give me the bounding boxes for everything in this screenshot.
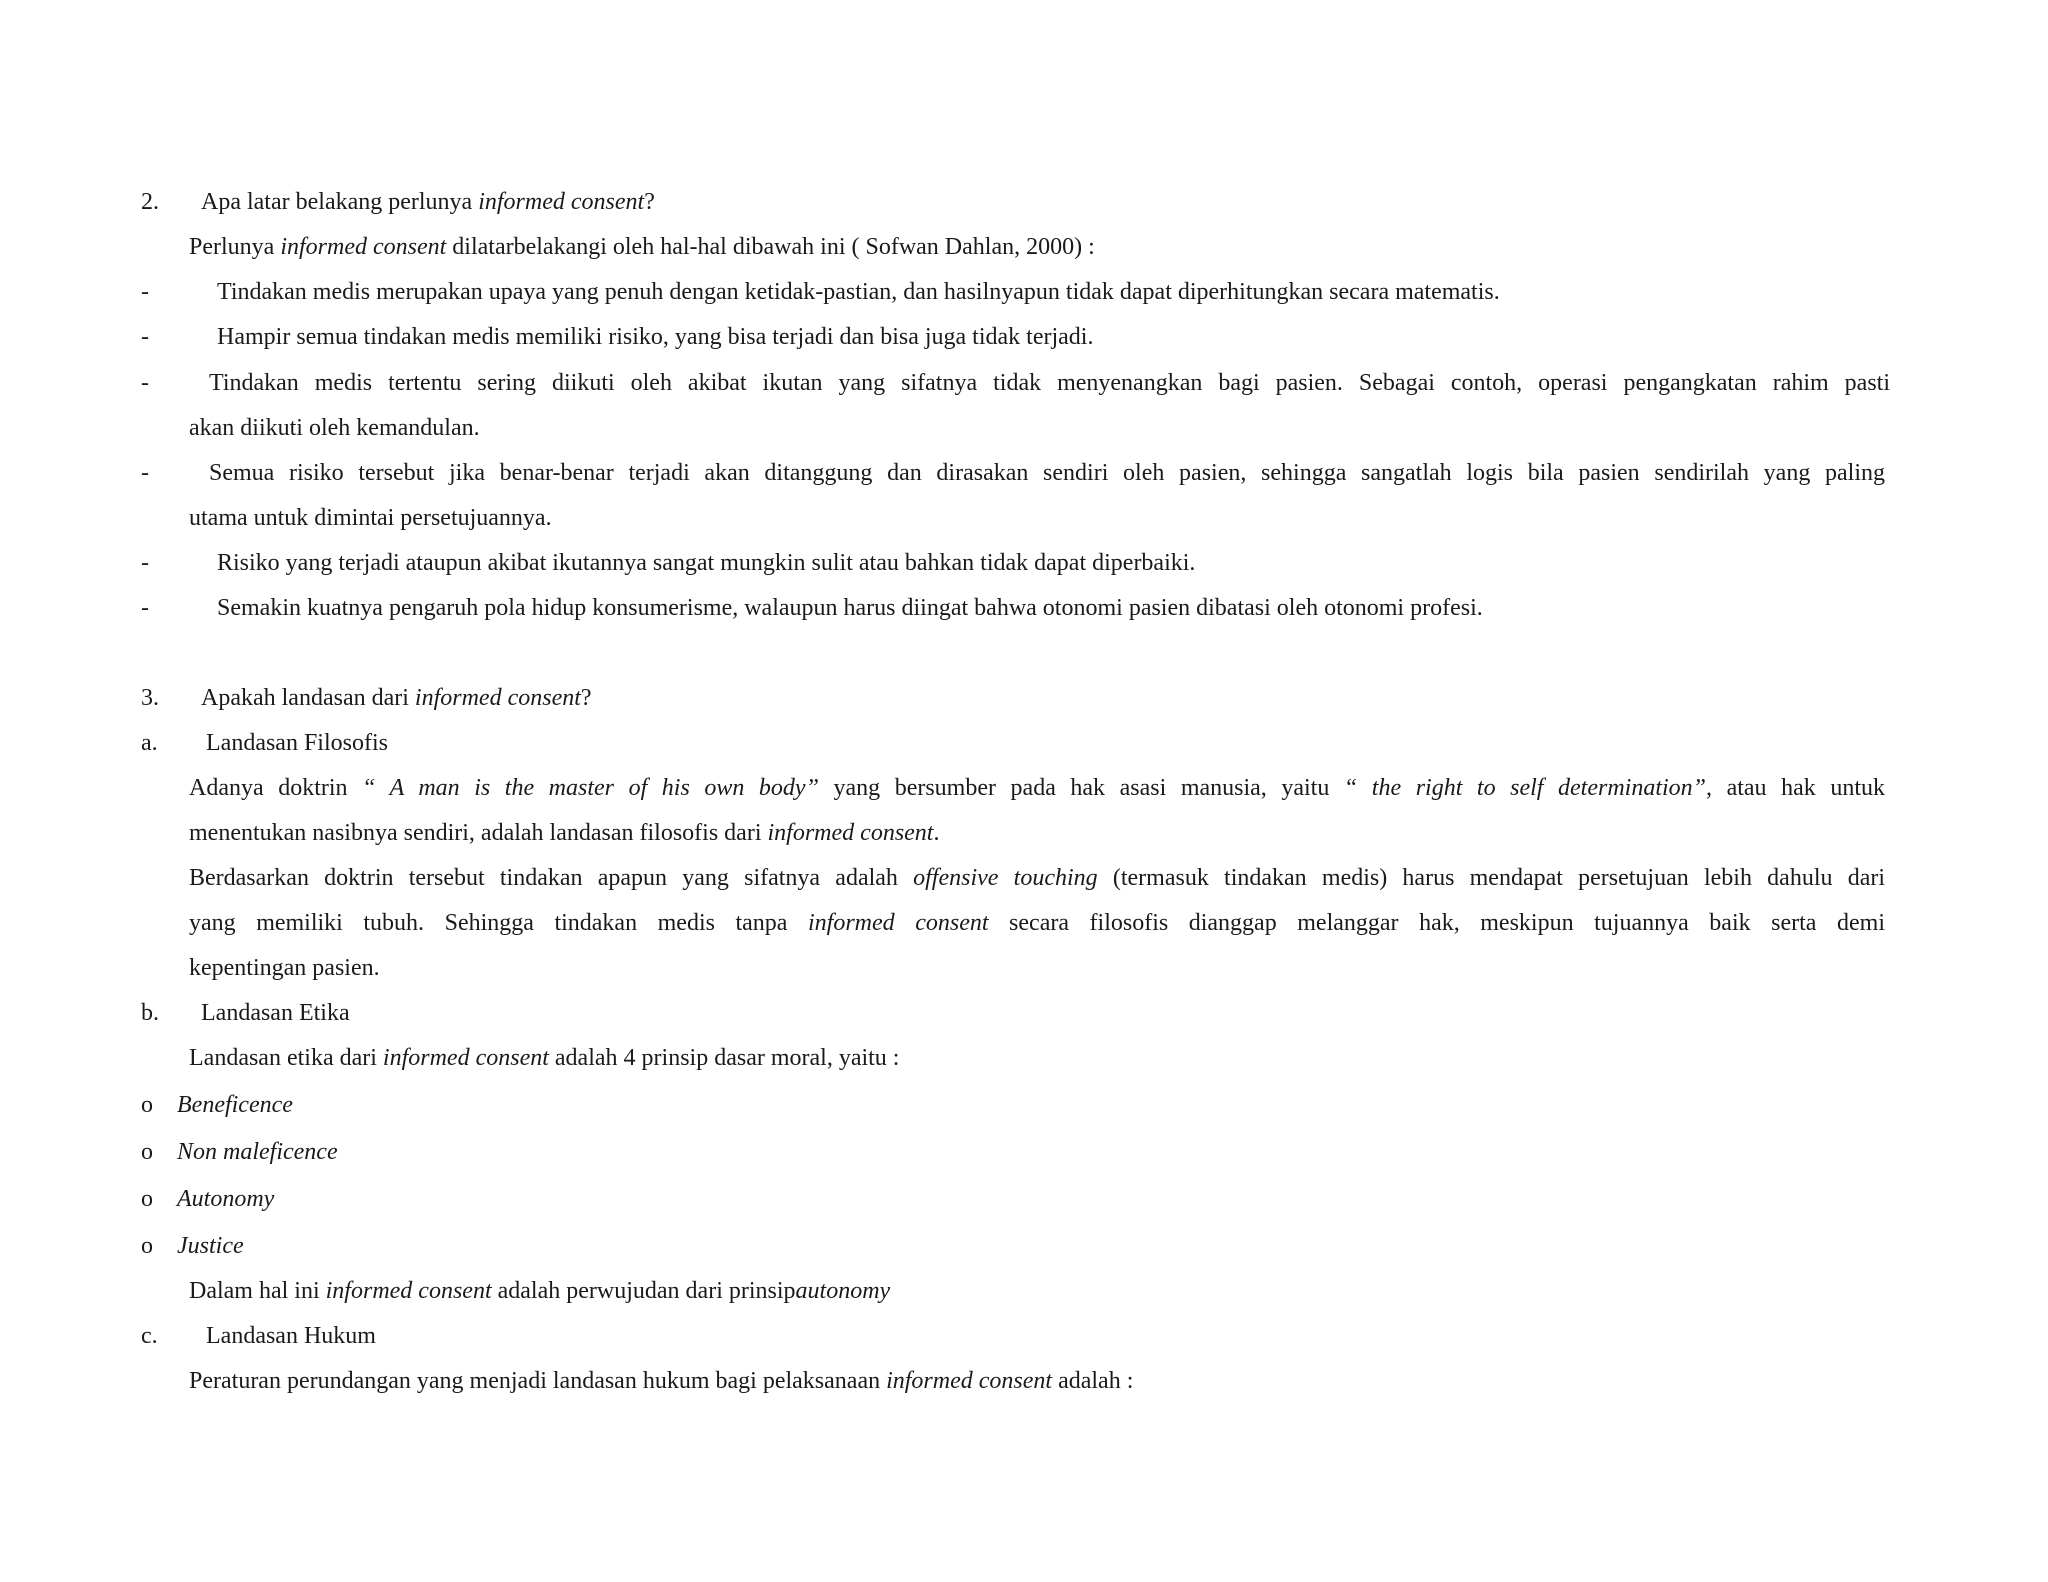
- question-2-number: 2.: [141, 189, 159, 215]
- legal-intro: [189, 1366, 1133, 1396]
- principle-label: Beneficence: [177, 1092, 293, 1118]
- question-3-number: 3.: [141, 685, 159, 711]
- question-text: Apa latar belakang perlunya: [201, 189, 479, 215]
- intro-emphasis: informed consent: [280, 234, 447, 260]
- principle-item: [177, 1137, 338, 1167]
- subsection-b-marker: b.: [141, 1000, 159, 1026]
- circle-bullet: o: [141, 1139, 153, 1165]
- philosophy-paragraph-2-line-2: [189, 908, 1885, 938]
- bullet-item-2: Hampir semua tindakan medis memiliki risiko, yang bisa terjadi dan bisa juga tidak terjadi.: [217, 324, 1094, 350]
- principle-item: [177, 1090, 293, 1120]
- philosophy-paragraph-1-line-2: [189, 818, 939, 848]
- term-emphasis: informed consent: [886, 1368, 1053, 1394]
- question-2-heading: [201, 187, 655, 217]
- text-run: yang bersumber pada hak asasi manusia, yaitu: [818, 775, 1344, 801]
- text-run: menentukan nasibnya sendiri, adalah landasan filosofis dari: [189, 820, 768, 846]
- principle-label: Non maleficence: [177, 1139, 338, 1165]
- bullet-dash: -: [141, 550, 149, 576]
- bullet-item-3-line-1: Tindakan medis tertentu sering diikuti oleh akibat ikutan yang sifatnya tidak menyenangkan bagi pasien. Sebagai contoh, operasi pengangkatan rahim pasti: [209, 370, 1890, 396]
- philosophy-paragraph-2-line-3: kepentingan pasien.: [189, 955, 380, 981]
- quote-emphasis: “ A man is the master of his own body”: [362, 775, 819, 801]
- principle-item: [177, 1231, 244, 1261]
- term-emphasis: autonomy: [795, 1278, 891, 1304]
- ethics-intro: [189, 1043, 899, 1073]
- bullet-dash: -: [141, 460, 149, 486]
- question-3-heading: [201, 683, 592, 713]
- philosophy-paragraph-1-line-1: [189, 773, 1885, 803]
- principle-label: Justice: [177, 1233, 244, 1259]
- subsection-c-heading: Landasan Hukum: [206, 1323, 376, 1349]
- circle-bullet: o: [141, 1186, 153, 1212]
- text-run: yang memiliki tubuh. Sehingga tindakan medis tanpa: [189, 910, 808, 936]
- question-mark: ?: [644, 189, 655, 215]
- bullet-item-3-line-2: akan diikuti oleh kemandulan.: [189, 415, 480, 441]
- term-emphasis: informed consent: [767, 820, 934, 846]
- principle-label: Autonomy: [177, 1186, 275, 1212]
- question-mark: ?: [580, 685, 592, 711]
- subsection-b-heading: Landasan Etika: [201, 1000, 350, 1026]
- subsection-a-heading: Landasan Filosofis: [206, 730, 388, 756]
- term-emphasis: informed consent: [382, 1045, 549, 1071]
- subsection-c-marker: c.: [141, 1323, 158, 1349]
- intro-text: Perlunya: [189, 234, 281, 260]
- term-emphasis: offensive touching: [913, 865, 1098, 891]
- text-run: adalah 4 prinsip dasar moral, yaitu :: [548, 1045, 900, 1071]
- bullet-dash: -: [141, 324, 149, 350]
- term-emphasis: informed consent: [325, 1278, 492, 1304]
- bullet-item-4-line-2: utama untuk dimintai persetujuannya.: [189, 505, 552, 531]
- intro-text-end: dilatarbelakangi oleh hal-hal dibawah ini ( Sofwan Dahlan, 2000) :: [446, 234, 1095, 260]
- text-run: Adanya doktrin: [189, 775, 363, 801]
- question-emphasis: informed consent: [478, 189, 645, 215]
- text-run: Berdasarkan doktrin tersebut tindakan apapun yang sifatnya adalah: [189, 865, 914, 891]
- principle-item: [177, 1184, 274, 1214]
- ethics-note: [189, 1276, 890, 1306]
- text-run: .: [933, 820, 940, 846]
- text-run: (termasuk tindakan medis) harus mendapat persetujuan lebih dahulu dari: [1097, 865, 1886, 891]
- bullet-dash: -: [141, 595, 149, 621]
- text-run: atau hak untuk: [1712, 775, 1885, 801]
- bullet-dash: -: [141, 370, 149, 396]
- circle-bullet: o: [141, 1233, 153, 1259]
- bullet-item-5: Risiko yang terjadi ataupun akibat ikutannya sangat mungkin sulit atau bahkan tidak dapat diperbaiki.: [217, 550, 1196, 576]
- bullet-item-1: Tindakan medis merupakan upaya yang penuh dengan ketidak-pastian, dan hasilnyapun tidak dapat diperhitungkan secara matematis.: [217, 279, 1500, 305]
- term-emphasis: informed consent: [808, 910, 989, 936]
- bullet-dash: -: [141, 279, 149, 305]
- bullet-item-4-line-1: Semua risiko tersebut jika benar-benar terjadi akan ditanggung dan dirasakan sendiri oleh pasien, sehingga sangatlah logis bila pasien sendirilah yang paling: [209, 460, 1885, 486]
- text-run: adalah perwujudan dari prinsip: [491, 1278, 796, 1304]
- text-run: Landasan etika dari: [189, 1045, 383, 1071]
- text-run: secara filosofis dianggap melanggar hak, meskipun tujuannya baik serta demi: [988, 910, 1885, 936]
- text-run: Peraturan perundangan yang menjadi landasan hukum bagi pelaksanaan: [189, 1368, 887, 1394]
- text-run: Dalam hal ini: [189, 1278, 326, 1304]
- quote-emphasis: “ the right to self determination”,: [1343, 775, 1713, 801]
- question-emphasis: informed consent: [414, 685, 581, 711]
- text-run: adalah :: [1052, 1368, 1134, 1394]
- philosophy-paragraph-2-line-1: [189, 863, 1885, 893]
- circle-bullet: o: [141, 1092, 153, 1118]
- subsection-a-marker: a.: [141, 730, 158, 756]
- question-text: Apakah landasan dari: [201, 685, 415, 711]
- question-2-intro: [189, 232, 1095, 262]
- bullet-item-6: Semakin kuatnya pengaruh pola hidup konsumerisme, walaupun harus diingat bahwa otonomi pasien dibatasi oleh otonomi profesi.: [217, 595, 1483, 621]
